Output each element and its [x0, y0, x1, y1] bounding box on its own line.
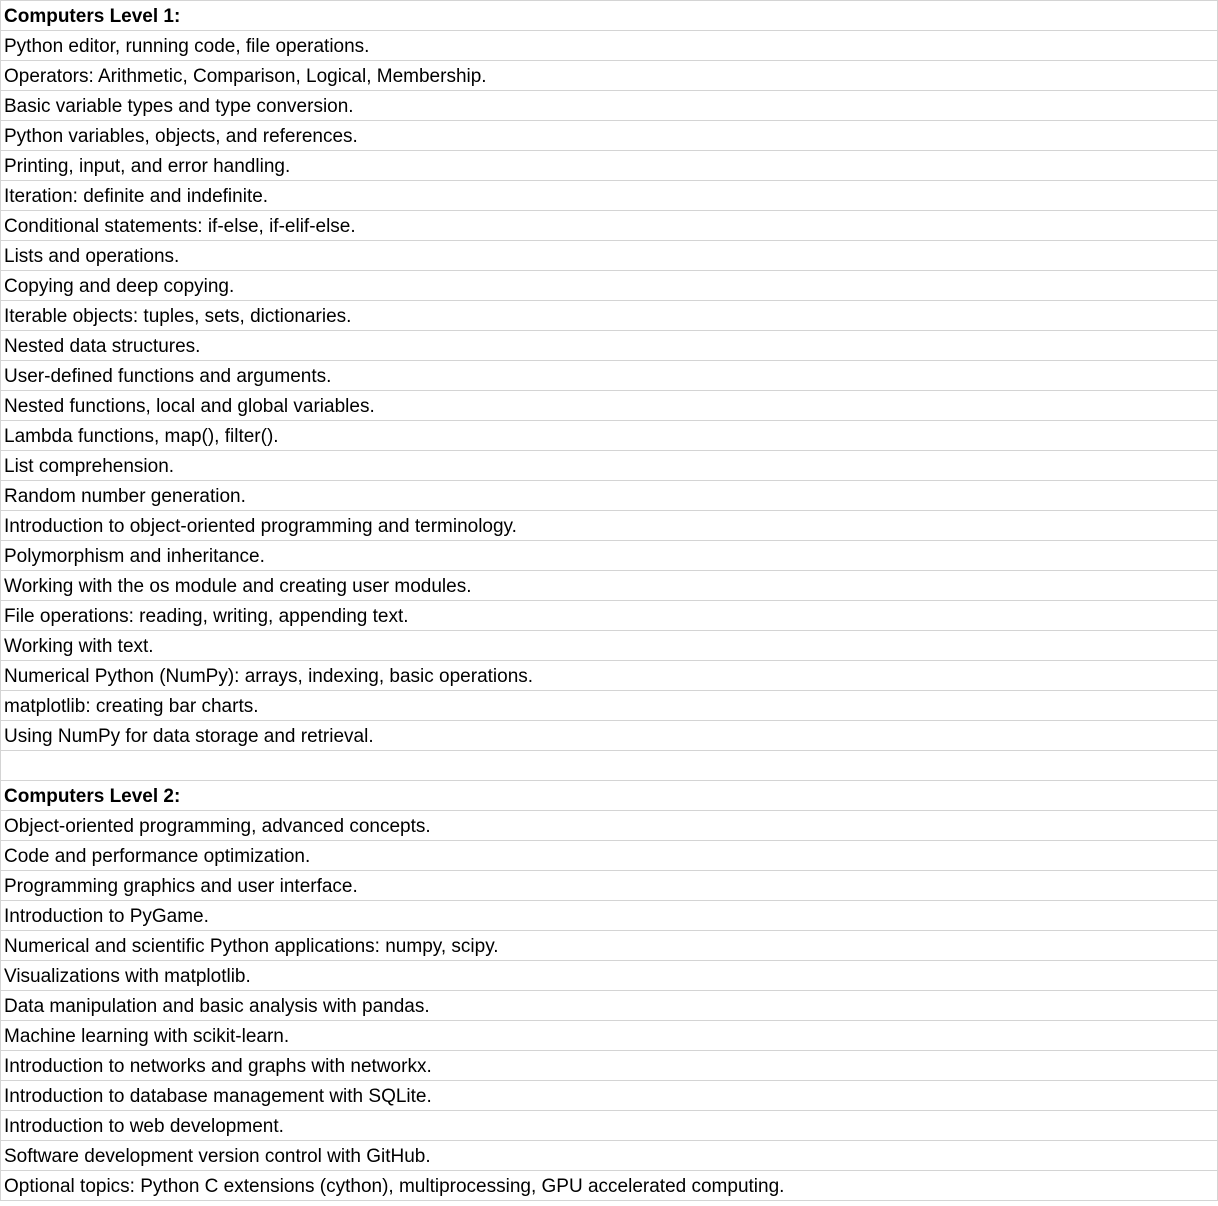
level1-topic-cell[interactable] — [1, 511, 1217, 541]
topic-text: Python variables, objects, and references. — [4, 126, 358, 147]
level2-topic-cell[interactable] — [1, 991, 1217, 1021]
topic-text: Iteration: definite and indefinite. — [4, 186, 269, 207]
level1-topic-cell[interactable] — [1, 31, 1217, 61]
topic-text: Copying and deep copying. — [4, 276, 235, 297]
level1-title: Computers Level 1: — [4, 6, 181, 27]
level2-topic-cell[interactable] — [1, 811, 1217, 841]
topic-text: Conditional statements: if-else, if-elif-else. — [4, 216, 356, 237]
topic-text: Lists and operations. — [4, 246, 180, 267]
level2-topic-cell[interactable] — [1, 1141, 1217, 1171]
topic-text: Python editor, running code, file operations. — [4, 36, 370, 57]
level1-topic-cell[interactable] — [1, 121, 1217, 151]
topic-text: Object-oriented programming, advanced concepts. — [4, 816, 431, 837]
topic-text: Nested functions, local and global variables. — [4, 396, 375, 417]
level1-topic-cell[interactable] — [1, 451, 1217, 481]
topic-text: Code and performance optimization. — [4, 846, 311, 867]
level1-topic-cell[interactable] — [1, 151, 1217, 181]
topic-text: Working with the os module and creating user modules. — [4, 576, 472, 597]
topic-text: Polymorphism and inheritance. — [4, 546, 265, 567]
level1-topic-cell[interactable] — [1, 481, 1217, 511]
level1-header-cell[interactable] — [1, 1, 1217, 31]
topic-text: Programming graphics and user interface. — [4, 876, 358, 897]
empty-cell[interactable] — [1, 751, 1217, 781]
level1-topic-cell[interactable] — [1, 571, 1217, 601]
topic-text: Random number generation. — [4, 486, 246, 507]
level2-topic-cell[interactable] — [1, 1171, 1217, 1201]
topic-text: Lambda functions, map(), filter(). — [4, 426, 279, 447]
topic-text: Using NumPy for data storage and retrieval. — [4, 726, 374, 747]
level1-topic-cell[interactable] — [1, 691, 1217, 721]
level2-topic-cell[interactable] — [1, 1051, 1217, 1081]
topic-text: Introduction to networks and graphs with networkx. — [4, 1056, 432, 1077]
level2-topic-cell[interactable] — [1, 1081, 1217, 1111]
topic-text: Visualizations with matplotlib. — [4, 966, 251, 987]
topic-text: Nested data structures. — [4, 336, 201, 357]
topic-text: Machine learning with scikit-learn. — [4, 1026, 290, 1047]
level2-topic-cell[interactable] — [1, 961, 1217, 991]
topic-text: Printing, input, and error handling. — [4, 156, 291, 177]
level1-topic-cell[interactable] — [1, 91, 1217, 121]
level2-topic-cell[interactable] — [1, 871, 1217, 901]
level1-topic-cell[interactable] — [1, 661, 1217, 691]
level2-topic-cell[interactable] — [1, 1021, 1217, 1051]
level1-topic-cell[interactable] — [1, 721, 1217, 751]
level1-topic-cell[interactable] — [1, 301, 1217, 331]
topic-text: User-defined functions and arguments. — [4, 366, 332, 387]
level1-topic-cell[interactable] — [1, 271, 1217, 301]
level1-topic-cell[interactable] — [1, 391, 1217, 421]
topic-text: List comprehension. — [4, 456, 175, 477]
level1-topic-cell[interactable] — [1, 421, 1217, 451]
level1-topic-cell[interactable] — [1, 241, 1217, 271]
topic-text: Software development version control with GitHub. — [4, 1146, 431, 1167]
topic-text: Data manipulation and basic analysis with pandas. — [4, 996, 430, 1017]
level1-topic-cell[interactable] — [1, 211, 1217, 241]
topic-text: Numerical and scientific Python applications: numpy, scipy. — [4, 936, 499, 957]
topic-text: Basic variable types and type conversion. — [4, 96, 354, 117]
level1-topic-cell[interactable] — [1, 361, 1217, 391]
topic-text: Introduction to web development. — [4, 1116, 284, 1137]
level1-topic-cell[interactable] — [1, 61, 1217, 91]
level1-topic-cell[interactable] — [1, 541, 1217, 571]
topic-text: Numerical Python (NumPy): arrays, indexing, basic operations. — [4, 666, 534, 687]
topic-text: Working with text. — [4, 636, 154, 657]
level2-header-cell[interactable] — [1, 781, 1217, 811]
level2-topic-cell[interactable] — [1, 1111, 1217, 1141]
topic-text: Introduction to database management with SQLite. — [4, 1086, 432, 1107]
level2-topic-cell[interactable] — [1, 931, 1217, 961]
topic-text: File operations: reading, writing, appending text. — [4, 606, 409, 627]
level2-title: Computers Level 2: — [4, 786, 181, 807]
level1-topic-cell[interactable] — [1, 181, 1217, 211]
level1-topic-cell[interactable] — [1, 331, 1217, 361]
level1-topic-cell[interactable] — [1, 601, 1217, 631]
level2-topic-cell[interactable] — [1, 841, 1217, 871]
level1-topic-cell[interactable] — [1, 631, 1217, 661]
topic-text: Introduction to PyGame. — [4, 906, 209, 927]
topic-text: Iterable objects: tuples, sets, dictionaries. — [4, 306, 352, 327]
topic-text: matplotlib: creating bar charts. — [4, 696, 259, 717]
topic-text: Introduction to object-oriented programming and terminology. — [4, 516, 517, 537]
topic-text: Operators: Arithmetic, Comparison, Logical, Membership. — [4, 66, 487, 87]
topic-text: Optional topics: Python C extensions (cython), multiprocessing, GPU accelerated computing. — [4, 1176, 785, 1197]
level2-topic-cell[interactable] — [1, 901, 1217, 931]
